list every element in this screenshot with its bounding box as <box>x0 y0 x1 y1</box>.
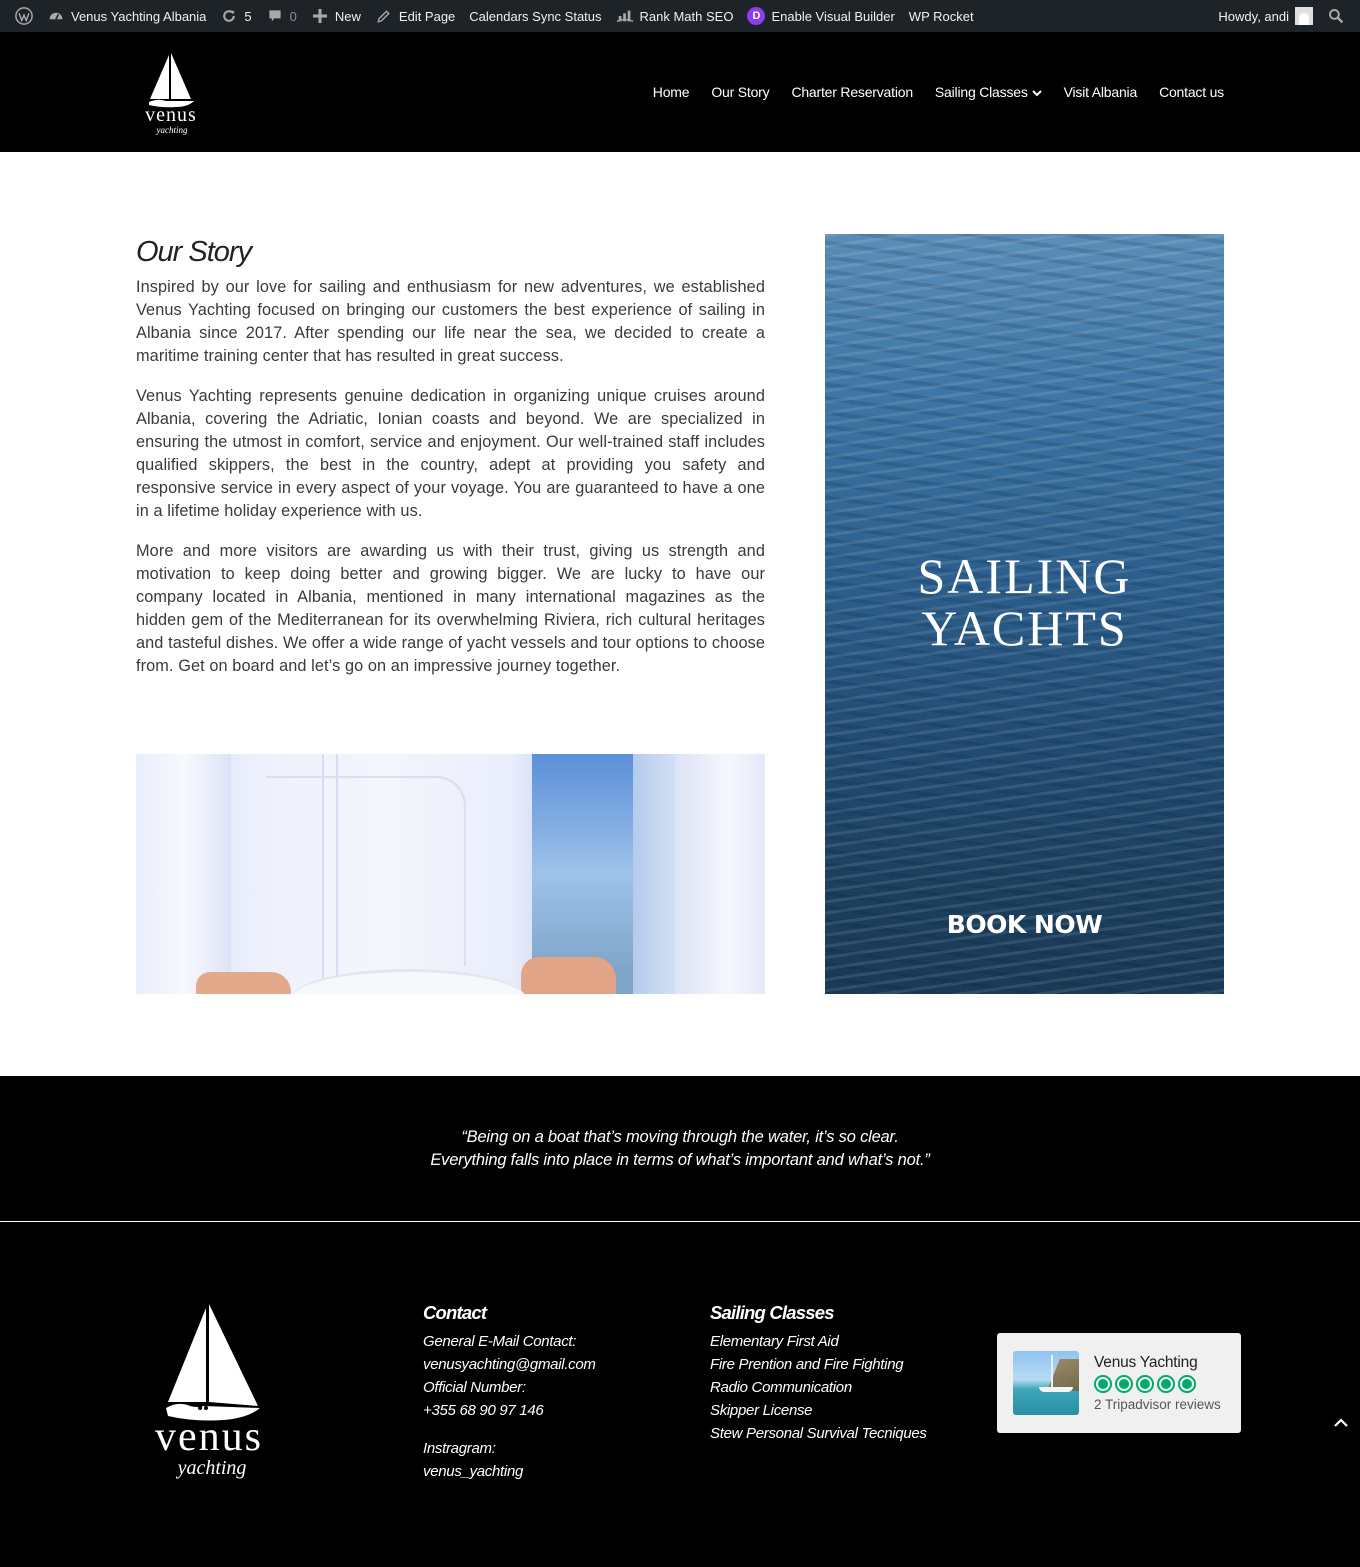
pencil-icon <box>375 7 393 25</box>
edit-page-label: Edit Page <box>398 8 456 24</box>
new-content-menu[interactable] <box>304 0 368 32</box>
divi-logo-icon: D <box>747 7 765 25</box>
plus-icon <box>311 7 329 25</box>
calendars-sync-label: Calendars Sync Status <box>469 8 602 24</box>
quote-section <box>0 1076 1360 1222</box>
comments-count: 0 <box>289 8 297 24</box>
rating-bubbles <box>1094 1375 1221 1393</box>
story-paragraph: Inspired by our love for sailing and enthusiasm for new adventures, we established Venus Yachting focused on bringing our customers the best experience of sailing in Albania since 2017. After spending our life near the sea, we decided to create a maritime training center that has resulted in great success. <box>136 278 765 365</box>
nav-label: Home <box>652 84 690 100</box>
instagram-label: Instragram: <box>423 1440 496 1457</box>
promo-title-line1: SAILING <box>917 548 1132 604</box>
footer-logo[interactable] <box>136 1302 284 1480</box>
story-paragraph: Venus Yachting represents genuine dedication in organizing unique cruises around Albania, covering the Adriatic, Ionian coasts and beyond. We are specialized in ensuring the utmost in comfort, service and enjoyment. Our well-trained staff includes qualified skippers, the best in the country, adept at providing you safety and responsive service in every aspect of your voyage. You are guaranteed to have a one in a lifetime holiday experience with us. <box>136 387 765 520</box>
tripadvisor-info <box>1094 1354 1221 1412</box>
nav-our-story[interactable] <box>700 84 780 100</box>
photo-hand-right <box>521 957 616 994</box>
site-name-menu[interactable] <box>40 0 213 32</box>
svg-text:yachting: yachting <box>156 125 188 135</box>
wp-admin-bar <box>0 0 1360 32</box>
nav-home[interactable] <box>642 84 701 100</box>
sailboat-logo-icon <box>136 49 206 135</box>
rating-bubble-icon <box>1157 1375 1175 1393</box>
my-account-menu[interactable] <box>1211 0 1320 32</box>
promo-title <box>825 550 1224 654</box>
nav-sailing-classes[interactable] <box>924 84 1053 100</box>
chevron-up-icon <box>1333 1418 1349 1428</box>
updates-refresh-icon <box>220 7 238 25</box>
rank-math-label: Rank Math SEO <box>639 8 734 24</box>
class-link[interactable]: Radio Communication <box>710 1379 852 1396</box>
comments-menu[interactable] <box>259 0 304 32</box>
quote-line: “Being on a boat that’s moving through the water, it’s so clear. <box>461 1127 899 1146</box>
tripadvisor-thumbnail <box>1013 1351 1079 1415</box>
class-link[interactable]: Stew Personal Survival Tecniques <box>710 1425 927 1442</box>
contact-heading: Contact <box>423 1302 487 1323</box>
photo-zipper <box>322 754 338 994</box>
svg-text:venus: venus <box>145 104 197 126</box>
sailing-yachts-promo[interactable] <box>825 234 1224 994</box>
calendars-sync-link[interactable] <box>462 0 608 32</box>
promo-title-line2: YACHTS <box>921 600 1128 656</box>
quote <box>430 1126 929 1172</box>
photo-sleeve-left <box>136 754 231 994</box>
footer-contact <box>423 1302 596 1483</box>
sailing-classes-heading: Sailing Classes <box>710 1302 834 1323</box>
updates-menu[interactable] <box>213 0 258 32</box>
nav-visit-albania[interactable] <box>1053 84 1148 100</box>
site-logo[interactable] <box>136 49 206 135</box>
rank-math-chart-icon <box>616 7 634 25</box>
sailboat-logo-icon <box>136 1302 284 1480</box>
visual-builder-label: Enable Visual Builder <box>771 8 895 24</box>
updates-count: 5 <box>244 8 252 24</box>
class-link[interactable]: Fire Prention and Fire Fighting <box>710 1356 904 1373</box>
site-footer <box>0 1222 1360 1567</box>
rating-bubble-icon <box>1178 1375 1196 1393</box>
nav-label: Our Story <box>711 84 770 100</box>
tripadvisor-reviews-link[interactable]: 2 Tripadvisor reviews <box>1094 1397 1221 1412</box>
svg-text:venus: venus <box>155 1414 263 1460</box>
main-content <box>0 152 1360 1076</box>
nav-contact-us[interactable] <box>1148 84 1224 100</box>
our-story-section <box>136 234 765 695</box>
page-title: Our Story <box>136 236 252 268</box>
phone-link[interactable]: +355 68 90 97 146 <box>423 1402 544 1419</box>
footer-sailing-classes <box>710 1302 927 1445</box>
quote-line: Everything falls into place in terms of what’s important and what’s not.” <box>430 1150 930 1169</box>
tripadvisor-name: Venus Yachting <box>1094 1354 1198 1371</box>
rating-bubble-icon <box>1094 1375 1112 1393</box>
chevron-down-icon <box>1032 84 1042 100</box>
nav-label: Sailing Classes <box>934 84 1028 100</box>
book-now-button[interactable]: BOOK NOW <box>946 910 1103 939</box>
site-header <box>0 32 1360 152</box>
new-label: New <box>334 8 361 24</box>
wp-rocket-label: WP Rocket <box>908 8 974 24</box>
rank-math-menu[interactable] <box>609 0 741 32</box>
class-link[interactable]: Skipper License <box>710 1402 813 1419</box>
email-label: General E-Mail Contact: <box>423 1333 577 1350</box>
photo-hand-left <box>196 972 291 994</box>
wp-logo-menu[interactable] <box>8 0 40 32</box>
nav-label: Visit Albania <box>1063 84 1138 100</box>
story-paragraph: More and more visitors are awarding us with their trust, giving us strength and motivation to keep doing better and growing bigger. We are lucky to have our company located in Albania, mentioned in many international magazines as the hidden gem of the Mediterranean for its overwhelming Riviera, rich cultural heritages and tasteful dishes. We offer a wide range of yacht vessels and tour options to choose from. Get on board and let’s go on an impressive journey together. <box>136 542 765 675</box>
edit-page-link[interactable] <box>368 0 462 32</box>
admin-search-button[interactable] <box>1320 0 1352 32</box>
rating-bubble-icon <box>1136 1375 1154 1393</box>
avatar <box>1295 7 1313 25</box>
back-to-top-button[interactable] <box>1330 1412 1352 1434</box>
helm-photo <box>136 754 765 994</box>
rating-bubble-icon <box>1115 1375 1133 1393</box>
nav-label: Contact us <box>1159 84 1224 100</box>
email-link[interactable]: venusyachting@gmail.com <box>423 1356 596 1373</box>
nav-charter-reservation[interactable] <box>780 84 923 100</box>
howdy-label: Howdy, andi <box>1218 8 1289 24</box>
main-nav <box>642 84 1224 100</box>
dashboard-gauge-icon <box>47 7 65 25</box>
wp-rocket-menu[interactable] <box>902 0 981 32</box>
photo-pocket <box>266 776 466 966</box>
phone-label: Official Number: <box>423 1379 526 1396</box>
instagram-link[interactable]: venus_yachting <box>423 1463 524 1480</box>
class-link[interactable]: Elementary First Aid <box>710 1333 839 1350</box>
svg-text:yachting: yachting <box>177 1457 247 1479</box>
site-name: Venus Yachting Albania <box>71 8 207 24</box>
visual-builder-link[interactable] <box>740 0 901 32</box>
tripadvisor-widget[interactable] <box>997 1333 1241 1433</box>
wordpress-icon <box>15 7 33 25</box>
search-icon <box>1327 7 1345 25</box>
comment-bubble-icon <box>266 7 284 25</box>
photo-sleeve-right <box>675 754 765 994</box>
nav-label: Charter Reservation <box>791 84 913 100</box>
